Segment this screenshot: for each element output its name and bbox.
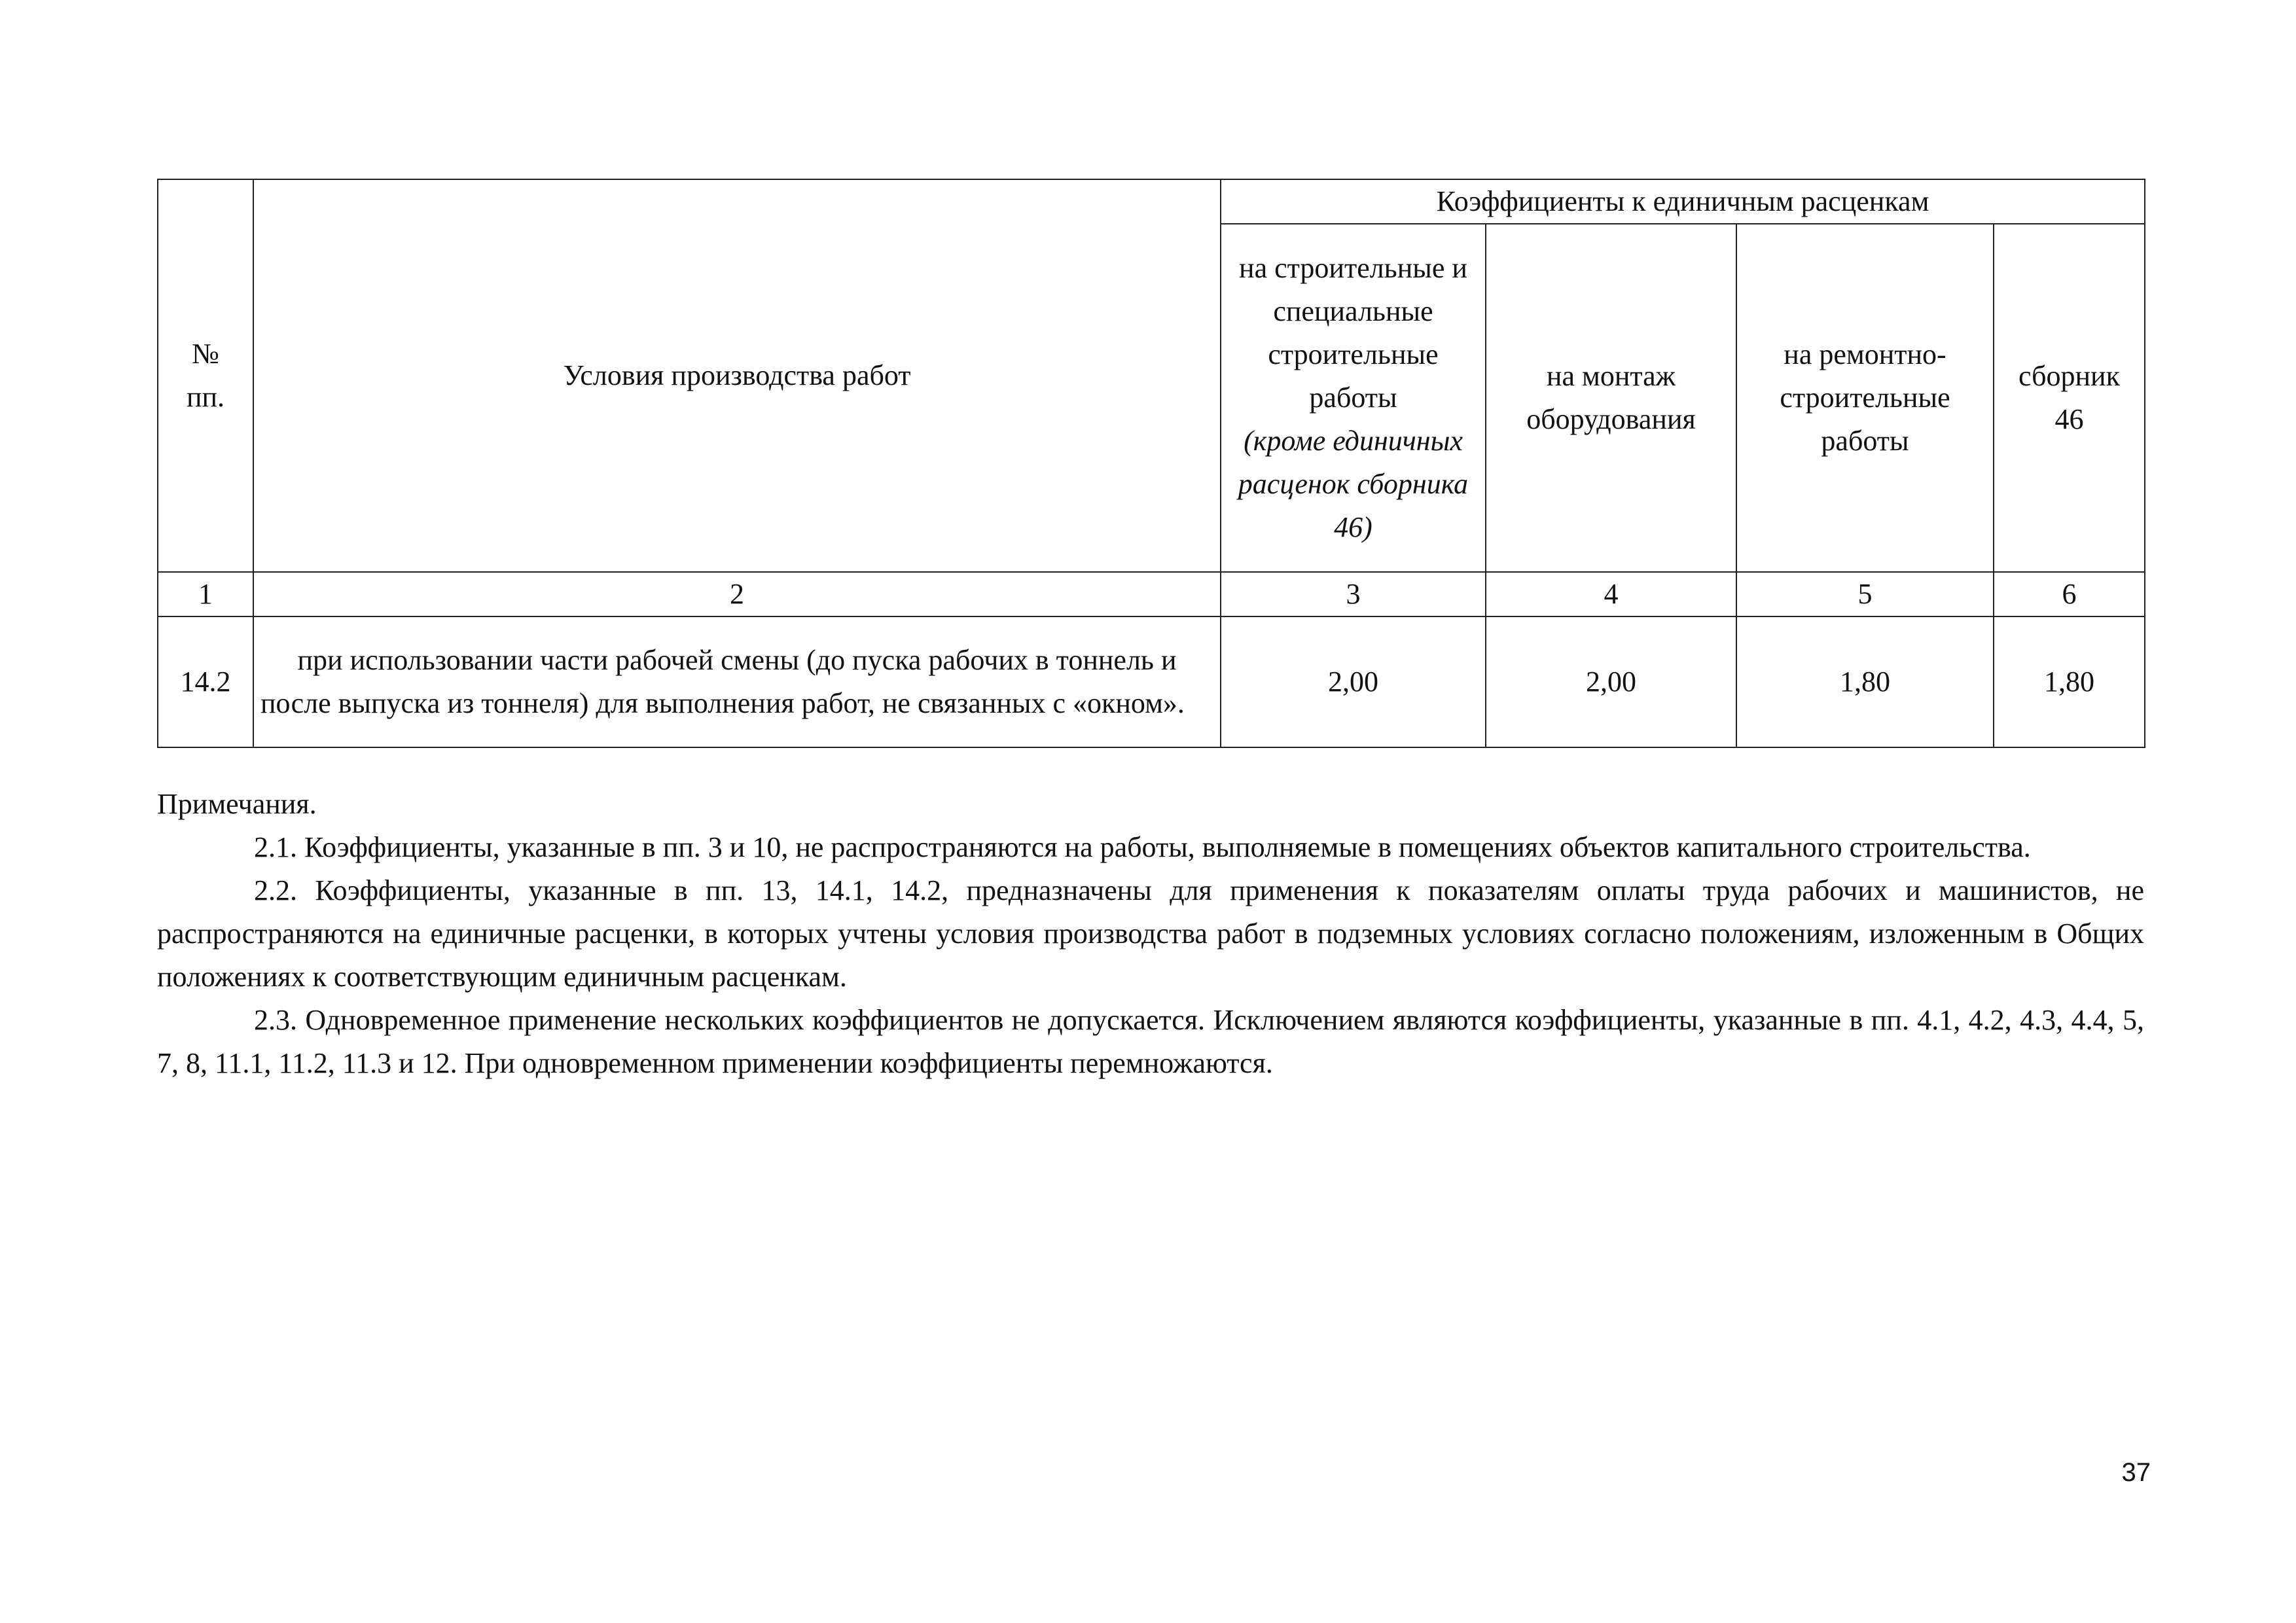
note-item: 2.3. Одновременное применение нескольких коэффициентов не допускается. Исключением являются коэффициенты, указанные в пп. 4.1, 4.2, 4.3, 4.4, 5, 7, 8, 11.1, 11.2, 11.3 и 12. При одновременном применении коэффициенты перемножаются. [157, 1004, 2144, 1079]
column-number: 2 [253, 572, 1221, 616]
row-coef-collection-46: 1,80 [1994, 616, 2145, 747]
header-collection-46: сборник 46 [1994, 224, 2145, 572]
column-number: 1 [158, 572, 253, 616]
note-item: 2.1. Коэффициенты, указанные в пп. 3 и 10, не распространяются на работы, выполняемые в помещениях объектов капитального строительства. [254, 831, 2031, 863]
row-coef-construction: 2,00 [1221, 616, 1486, 747]
table-row [158, 616, 2145, 747]
column-number: 6 [1994, 572, 2145, 616]
header-repair-works: на ремонтно-строительные работы [1736, 224, 1994, 572]
column-number: 4 [1486, 572, 1736, 616]
column-number: 3 [1221, 572, 1486, 616]
row-coef-equipment: 2,00 [1486, 616, 1736, 747]
column-number: 5 [1736, 572, 1994, 616]
header-conditions: Условия производства работ [253, 179, 1221, 572]
coefficients-table [157, 179, 2145, 748]
row-number: 14.2 [158, 616, 253, 747]
header-coefficients-group: Коэффициенты к единичным расценкам [1221, 179, 2145, 224]
notes-section [157, 783, 2144, 1085]
note-item: 2.2. Коэффициенты, указанные в пп. 13, 14.1, 14.2, предназначены для применения к показателям оплаты труда рабочих и машинистов, не распространяются на единичные расценки, в которых учтены условия производства работ в подземных условиях согласно положениям, изложенным в Общих положениях к соответствующим единичным расценкам. [157, 874, 2144, 993]
column-numbers-row [158, 572, 2145, 616]
page-number: 37 [2121, 1458, 2151, 1487]
header-no: № пп. [158, 179, 253, 572]
header-construction-works-note: (кроме единичных расценок сборника 46) [1238, 425, 1469, 543]
row-condition: при использовании части рабочей смены (до пуска рабочих в тоннель и после выпуска из тоннеля) для выполнения работ, не связанных с «окном». [253, 616, 1221, 747]
notes-title: Примечания. [157, 788, 317, 820]
table-header-row [158, 179, 2145, 224]
header-equipment-installation: на монтаж оборудования [1486, 224, 1736, 572]
header-construction-works: на строительные и специальные строительные работы (кроме единичных расценок сборника 46) [1221, 224, 1486, 572]
row-coef-repair: 1,80 [1736, 616, 1994, 747]
